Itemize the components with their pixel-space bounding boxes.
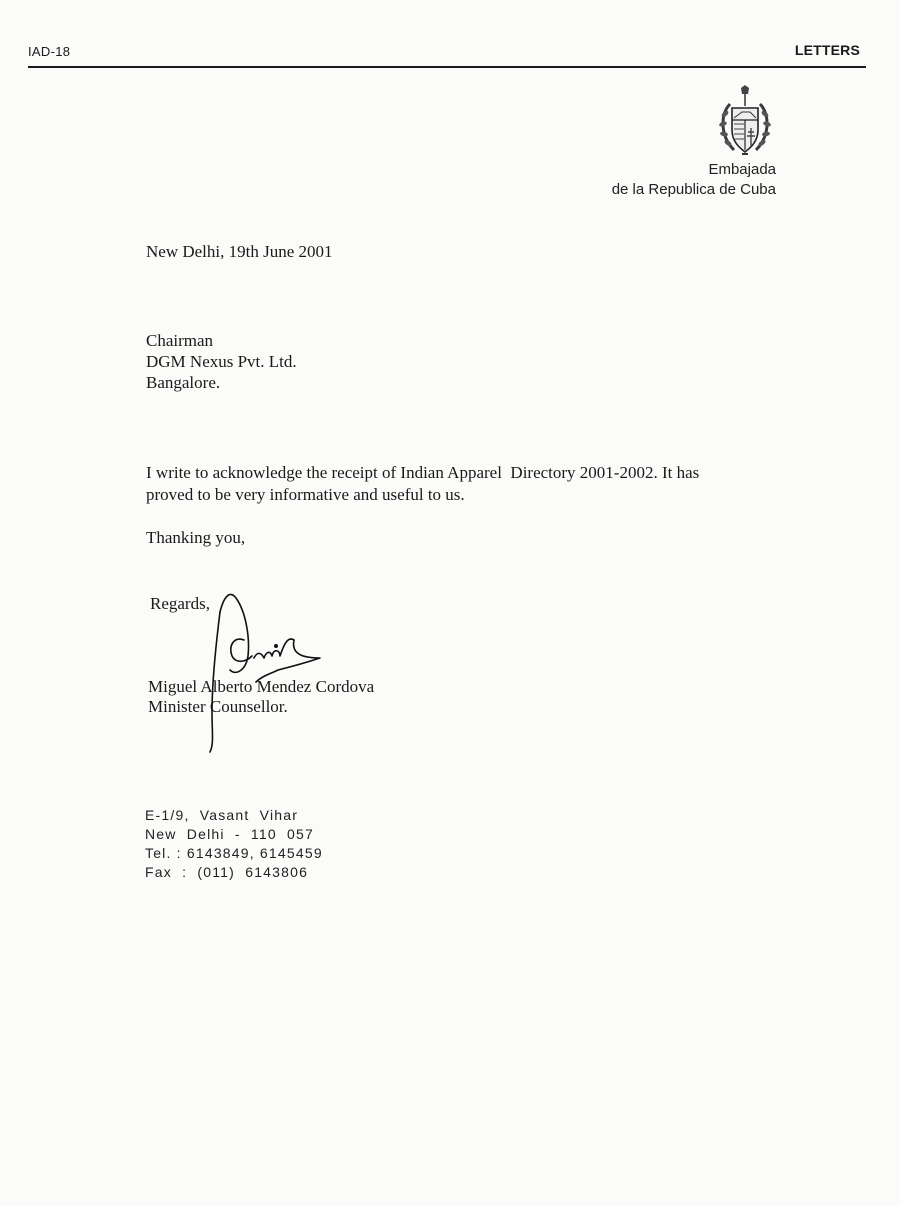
embassy-address [145, 806, 323, 882]
telephone-line: Tel. : 6143849, 6145459 [145, 845, 323, 861]
section-title: LETTERS [794, 42, 860, 58]
body-line: proved to be very informative and useful to us. [146, 485, 465, 504]
coat-of-arms-icon [712, 84, 778, 160]
body-line: I write to acknowledge the receipt of Indian Apparel Directory 2001-2002. It has [146, 463, 700, 482]
running-header [0, 0, 900, 80]
page-code: IAD-18 [28, 44, 71, 59]
recipient-line: Chairman [146, 331, 214, 350]
recipient-line: DGM Nexus Pvt. Ltd. [146, 352, 297, 371]
recipient-line: Bangalore. [146, 373, 221, 392]
letterhead-line-2: de la Republica de Cuba [611, 181, 776, 198]
address-line: E-1/9, Vasant Vihar [145, 807, 299, 823]
address-line: New Delhi - 110 057 [145, 826, 314, 842]
signatory-title: Minister Counsellor. [148, 697, 288, 716]
signatory-name: Miguel Alberto Mendez Cordova [148, 677, 375, 696]
letter-body [146, 462, 766, 506]
recipient-block [146, 330, 297, 393]
header-rule [28, 66, 866, 68]
handwritten-signature [196, 584, 336, 774]
closing-line: Thanking you, [146, 528, 246, 547]
letterhead [612, 160, 776, 200]
letter-date: New Delhi, 19th June 2001 [146, 242, 333, 261]
fax-line: Fax : (011) 6143806 [145, 864, 309, 880]
regards-line: Regards, [150, 594, 210, 613]
letterhead-line-1: Embajada [708, 161, 776, 178]
